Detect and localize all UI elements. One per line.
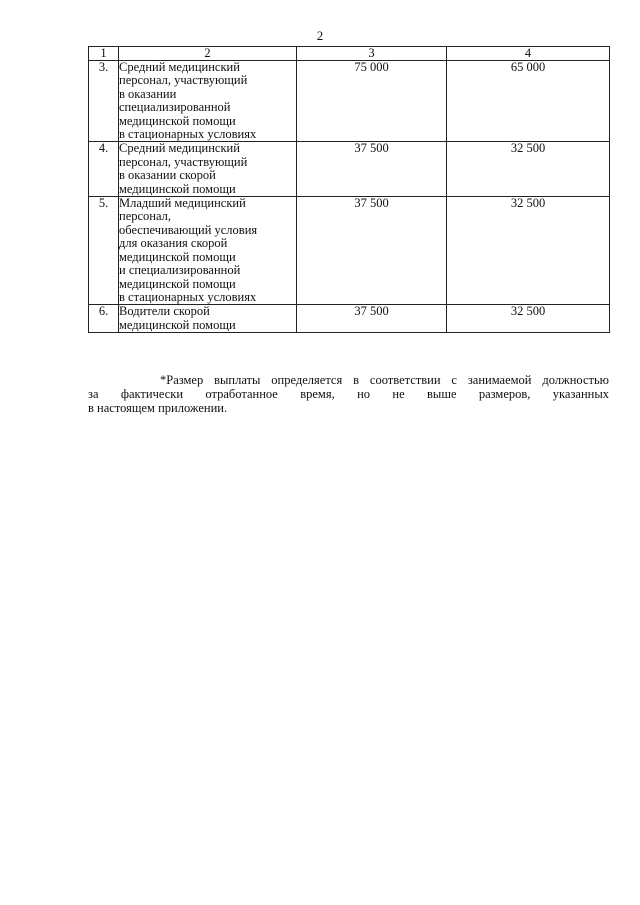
- row-amount-col4: 32 500: [447, 197, 610, 305]
- page-number: 2: [316, 28, 324, 43]
- row-amount-col3: 37 500: [297, 197, 447, 305]
- row-category-name: Средний медицинский персонал, участвующий в оказании специализированной медицинской помощи в стационарных условиях: [119, 61, 297, 142]
- row-amount-col4: 32 500: [447, 305, 610, 333]
- footnote-line-3: в настоящем приложении.: [88, 401, 228, 415]
- row-number: 5.: [89, 197, 119, 305]
- column-header-1: 1: [89, 47, 119, 61]
- row-number: 6.: [89, 305, 119, 333]
- row-category-name: Младший медицинский персонал, обеспечивающий условия для оказания скорой медицинской помощи и специализированной медицинской помощи в стационарных условиях: [119, 197, 297, 305]
- footnote-line-2: за фактически отработанное время, но не выше размеров, указанных: [88, 387, 609, 401]
- column-header-3: 3: [297, 47, 447, 61]
- table-header-row: [89, 47, 610, 61]
- payments-table: [88, 46, 610, 333]
- row-category-name: Средний медицинский персонал, участвующий в оказании скорой медицинской помощи: [119, 142, 297, 197]
- row-amount-col4: 32 500: [447, 142, 610, 197]
- row-amount-col3: 75 000: [297, 61, 447, 142]
- column-header-4: 4: [447, 47, 610, 61]
- row-number: 4.: [89, 142, 119, 197]
- footnote: [88, 373, 609, 415]
- row-number: 3.: [89, 61, 119, 142]
- row-amount-col3: 37 500: [297, 142, 447, 197]
- row-amount-col3: 37 500: [297, 305, 447, 333]
- table-row: [89, 61, 610, 142]
- table-row: [89, 142, 610, 197]
- row-category-name: Водители скорой медицинской помощи: [119, 305, 297, 333]
- table-row: [89, 305, 610, 333]
- footnote-line-1: *Размер выплаты определяется в соответствии с занимаемой должностью: [160, 373, 609, 387]
- row-amount-col4: 65 000: [447, 61, 610, 142]
- table-row: [89, 197, 610, 305]
- column-header-2: 2: [119, 47, 297, 61]
